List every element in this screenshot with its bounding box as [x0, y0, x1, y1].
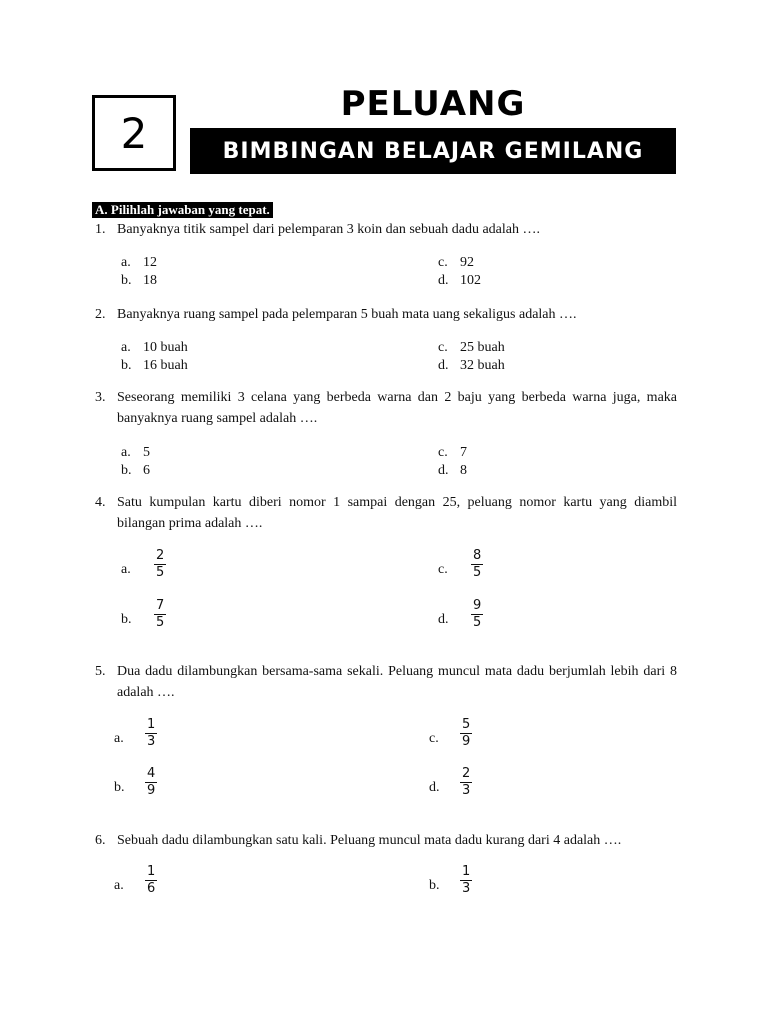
numerator: 1 [462, 864, 471, 879]
option-letter: b. [121, 273, 132, 288]
option-letter: b. [121, 358, 132, 373]
question-number: 6. [95, 833, 106, 848]
option-value: 6 [143, 463, 150, 478]
question-number: 4. [95, 495, 106, 510]
option-c [429, 717, 489, 757]
option-c [438, 254, 474, 271]
denominator: 9 [462, 734, 471, 749]
denominator: 5 [156, 615, 165, 630]
option-d [438, 462, 467, 479]
numerator: 4 [147, 766, 156, 781]
denominator: 3 [462, 881, 471, 896]
option-c [438, 339, 505, 356]
option-value: 92 [460, 255, 474, 270]
option-c [438, 548, 498, 588]
question-number: 3. [95, 390, 106, 405]
fraction [154, 548, 166, 581]
option-letter: c. [429, 731, 439, 746]
question-1 [92, 219, 677, 240]
question-text: Dua dadu dilambungkan bersama-sama sekali. Peluang muncul mata dadu berjumlah lebih dari 8 adalah …. [117, 664, 677, 700]
option-letter: d. [438, 612, 449, 627]
denominator: 5 [473, 565, 482, 580]
option-b [114, 766, 174, 806]
numerator: 2 [462, 766, 471, 781]
fraction [145, 864, 157, 897]
question-text: Seseorang memiliki 3 celana yang berbeda warna dan 2 baju yang berbeda warna juga, maka banyaknya ruang sampel adalah …. [117, 390, 677, 426]
option-letter: a. [121, 445, 131, 460]
chapter-number-box [92, 95, 176, 171]
question-3 [92, 387, 677, 429]
numerator: 8 [473, 548, 482, 563]
option-letter: c. [438, 562, 448, 577]
fraction [154, 598, 166, 631]
option-d [438, 598, 498, 638]
question-6 [92, 830, 677, 851]
option-a [114, 717, 174, 757]
option-a [121, 339, 188, 356]
subtitle-banner [190, 128, 676, 174]
option-letter: a. [121, 562, 131, 577]
fraction [460, 717, 472, 750]
option-value: 25 buah [460, 340, 505, 355]
option-letter: c. [438, 445, 448, 460]
fraction [471, 598, 483, 631]
option-value: 16 buah [143, 358, 188, 373]
option-letter: a. [121, 255, 131, 270]
section-heading: A. Pilihlah jawaban yang tepat. [92, 202, 273, 218]
option-letter: a. [114, 878, 124, 893]
option-d [429, 766, 489, 806]
option-letter: c. [438, 255, 448, 270]
question-number: 2. [95, 307, 106, 322]
denominator: 9 [147, 783, 156, 798]
numerator: 1 [147, 864, 156, 879]
question-5 [92, 661, 677, 703]
option-value: 32 buah [460, 358, 505, 373]
option-b [121, 462, 150, 479]
option-letter: a. [121, 340, 131, 355]
option-letter: b. [121, 612, 132, 627]
denominator: 3 [147, 734, 156, 749]
fraction [145, 766, 157, 799]
option-letter: b. [121, 463, 132, 478]
option-b [121, 598, 181, 638]
question-text: Sebuah dadu dilambungkan satu kali. Peluang muncul mata dadu kurang dari 4 adalah …. [117, 833, 622, 848]
option-a [114, 864, 174, 904]
question-4 [92, 492, 677, 534]
chapter-number: 2 [120, 108, 148, 158]
option-letter: a. [114, 731, 124, 746]
question-number: 5. [95, 664, 106, 679]
fraction [145, 717, 157, 750]
question-2 [92, 304, 677, 325]
option-a [121, 548, 181, 588]
option-a [121, 254, 157, 271]
option-value: 102 [460, 273, 481, 288]
option-letter: d. [438, 273, 449, 288]
option-b [121, 357, 188, 374]
subtitle-text: BIMBINGAN BELAJAR GEMILANG [222, 138, 644, 164]
question-text: Banyaknya ruang sampel pada pelemparan 5 buah mata uang sekaligus adalah …. [117, 307, 577, 322]
option-letter: b. [429, 878, 440, 893]
option-value: 10 buah [143, 340, 188, 355]
question-text: Banyaknya titik sampel dari pelemparan 3 koin dan sebuah dadu adalah …. [117, 222, 540, 237]
numerator: 1 [147, 717, 156, 732]
option-value: 8 [460, 463, 467, 478]
option-letter: d. [429, 780, 440, 795]
page-title: PELUANG [340, 84, 526, 124]
option-value: 12 [143, 255, 157, 270]
question-number: 1. [95, 222, 106, 237]
option-letter: c. [438, 340, 448, 355]
option-letter: b. [114, 780, 125, 795]
option-value: 5 [143, 445, 150, 460]
option-b [429, 864, 489, 904]
option-value: 7 [460, 445, 467, 460]
option-d [438, 357, 505, 374]
option-b [121, 272, 157, 289]
option-c [438, 444, 467, 461]
fraction [460, 766, 472, 799]
option-a [121, 444, 150, 461]
fraction [471, 548, 483, 581]
option-letter: d. [438, 358, 449, 373]
denominator: 6 [147, 881, 156, 896]
denominator: 5 [473, 615, 482, 630]
denominator: 5 [156, 565, 165, 580]
numerator: 7 [156, 598, 165, 613]
numerator: 9 [473, 598, 482, 613]
numerator: 2 [156, 548, 165, 563]
fraction [460, 864, 472, 897]
numerator: 5 [462, 717, 471, 732]
question-text: Satu kumpulan kartu diberi nomor 1 sampai dengan 25, peluang nomor kartu yang diambil bilangan prima adalah …. [117, 495, 677, 531]
option-d [438, 272, 481, 289]
denominator: 3 [462, 783, 471, 798]
option-letter: d. [438, 463, 449, 478]
option-value: 18 [143, 273, 157, 288]
